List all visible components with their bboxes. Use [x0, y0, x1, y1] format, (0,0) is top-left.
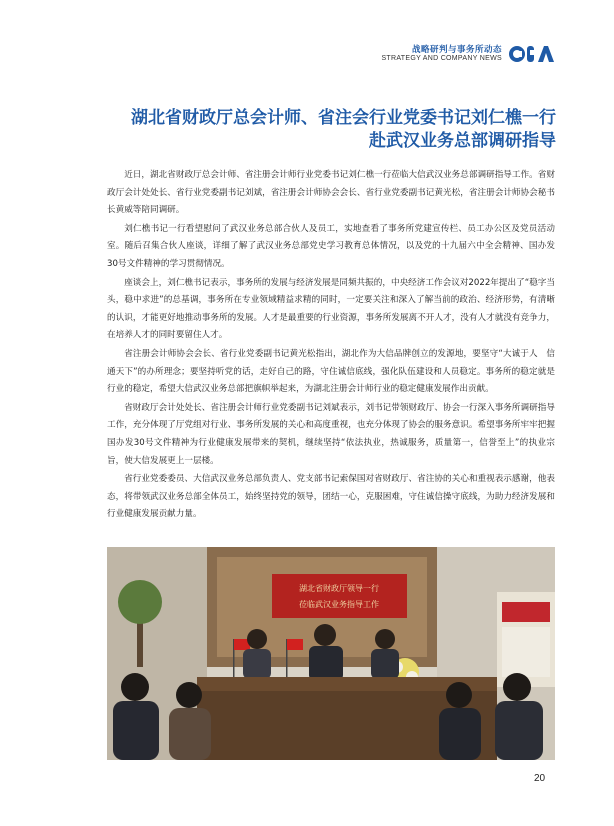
paragraph: 省注册会计师协会会长、省行业党委副书记黄光松指出，湖北作为大信品牌创立的发源地，要坚守“大诚于人 信通天下”的办所理念；要坚持听党的话，走好自己的路，守住诚信底线，强化队伍建设和人员稳定。事务所的稳定就是行业的稳定，希望大信武汉业务总部把旗帜举起来，为湖北注册会计师行业的稳定健康发展作出贡献。 — [107, 348, 555, 395]
banner-text-1: 湖北省财政厅领导一行 — [299, 584, 379, 593]
paragraph: 座谈会上，刘仁樵书记表示，事务所的发展与经济发展是同频共振的，中央经济工作会议对2022年提出了“稳字当头，稳中求进”的总基调，事务所在专业领域精益求精的同时，一定要关注和深入了解当前的政治、经济形势，有清晰的认识，才能更好地推动事务所的发展。人才是最重要的行业资源，事务所发展离不开人才，没有人才就没有竞争力，在培养人才的同时要留住人才。 — [107, 277, 555, 341]
paragraph: 省财政厅会计处处长、省注册会计师行业党委副书记刘斌表示，刘书记带领财政厅、协会一行深入事务所调研指导工作，充分体现了厅党组对行业、事务所发展的关心和高度重视，也充分体现了协会的服务意识。希望事务所牢牢把握国办发30号文件精神为行业健康发展带来的契机，继续坚持“依法执业，热诚服务，质量第一，信誉至上”的执业宗旨，使大信发展更上一层楼。 — [107, 402, 555, 466]
article-title — [56, 107, 556, 153]
title-line-2: 赴武汉业务总部调研指导 — [369, 131, 556, 151]
paragraph: 刘仁樵书记一行看望慰问了武汉业务总部合伙人及员工，实地查看了事务所党建宣传栏、员工办公区及党员活动室。随后召集合伙人座谈，详细了解了武汉业务总部党史学习教育总体情况，以及党的十九届六中全会精神、国办发30号文件精神的学习贯彻情况。 — [107, 223, 555, 269]
page-number: 20 — [534, 773, 546, 784]
section-title-en: STRATEGY AND COMPANY NEWS — [381, 55, 502, 62]
banner-text-2: 莅临武汉业务指导工作 — [299, 600, 379, 609]
page-header — [0, 40, 614, 70]
section-title-cn: 战略研判与事务所动态 — [411, 45, 502, 55]
cpa-logo-icon — [508, 42, 554, 66]
article-body — [107, 167, 555, 525]
title-line-1: 湖北省财政厅总会计师、省注会行业党委书记刘仁樵一行 — [131, 108, 556, 128]
paragraph: 省行业党委委员、大信武汉业务总部负责人、党支部书记索保国对省财政厅、省注协的关心和重视表示感谢，他表态，将带领武汉业务总部全体员工，始终坚持党的领导，团结一心，克服困难，守住诚信操守底线，为助力经济发展和行业健康发展贡献力量。 — [107, 474, 555, 520]
paragraph: 近日，湖北省财政厅总会计师、省注册会计师行业党委书记刘仁樵一行莅临大信武汉业务总部调研指导工作。省财政厅会计处处长、省行业党委副书记刘斌，省注册会计师协会会长、省行业党委副书记黄光松，省注册会计师协会秘书长黄威等陪同调研。 — [107, 170, 555, 216]
meeting-photo — [107, 547, 555, 760]
meeting-photo-icon — [107, 547, 555, 760]
